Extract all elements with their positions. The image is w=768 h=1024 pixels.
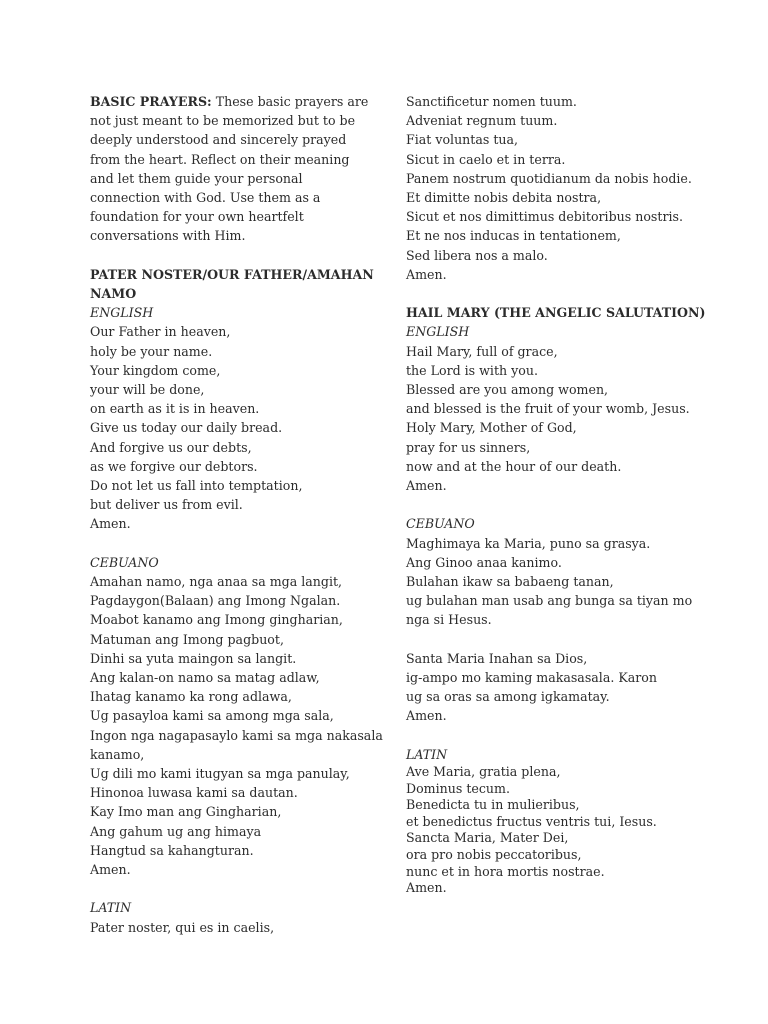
prayer-line: Fiat voluntas tua,: [406, 132, 519, 148]
prayer-line: Ang kalan-on namo sa matag adlaw,: [90, 670, 320, 686]
prayer-line: but deliver us from evil.: [90, 497, 243, 513]
prayer-line: Benedicta tu in mulieribus,: [406, 797, 580, 813]
prayer-line: Amahan namo, nga anaa sa mga langit,: [90, 574, 343, 590]
our-father-latin-label: LATIN: [90, 900, 132, 916]
prayer-line: Sancta Maria, Mater Dei,: [406, 830, 569, 846]
prayer-line: Ingon nga nagapasaylo kami sa mga nakasala: [90, 727, 383, 743]
hail-mary-cebuano-lines-b: [406, 649, 706, 726]
prayer-line: the Lord is with you.: [406, 362, 538, 378]
prayer-line: Hail Mary, full of grace,: [406, 343, 558, 359]
intro-paragraph: [90, 92, 375, 246]
prayer-line: Ug dili mo kami itugyan sa mga panulay,: [90, 766, 350, 782]
prayer-line: and blessed is the fruit of your womb, Jesus.: [406, 401, 690, 417]
prayer-line: Dominus tecum.: [406, 780, 510, 796]
prayer-line: Amen.: [406, 708, 447, 724]
prayer-line: Panem nostrum quotidianum da nobis hodie.: [406, 170, 692, 186]
prayer-line: now and at the hour of our death.: [406, 458, 622, 474]
prayer-line: Ihatag kanamo ka rong adlawa,: [90, 689, 292, 705]
prayer-line: ora pro nobis peccatoribus,: [406, 847, 582, 863]
prayer-line: Our Father in heaven,: [90, 324, 231, 340]
prayer-line: Dinhi sa yuta maingon sa langit.: [90, 650, 297, 666]
prayer-line: as we forgive our debtors.: [90, 458, 258, 474]
prayer-line: nunc et in hora mortis nostrae.: [406, 863, 605, 879]
prayer-line: Et dimitte nobis debita nostra,: [406, 190, 602, 206]
intro-label: BASIC PRAYERS:: [90, 94, 212, 109]
our-father-cebuano-lines: [90, 572, 383, 879]
our-father-english-label: ENGLISH: [90, 305, 154, 321]
prayer-line: Ave Maria, gratia plena,: [406, 764, 561, 780]
hail-mary-cebuano-lines-a: [406, 534, 706, 630]
left-column: [90, 92, 383, 937]
prayer-line: Ug pasayloa kami sa among mga sala,: [90, 708, 334, 724]
prayer-line: Amen.: [90, 862, 131, 878]
prayer-line: Maghimaya ka Maria, puno sa grasya.: [406, 535, 651, 551]
prayer-line: Adveniat regnum tuum.: [406, 113, 558, 129]
prayer-line: Amen.: [90, 516, 131, 532]
prayer-line: holy be your name.: [90, 343, 213, 359]
prayer-line: Sed libera nos a malo.: [406, 247, 548, 263]
prayer-line: Sicut in caelo et in terra.: [406, 151, 566, 167]
prayer-line: Matuman ang Imong pagbuot,: [90, 631, 284, 647]
our-father-cebuano-label: CEBUANO: [90, 554, 159, 570]
prayer-line: Pagdaygon(Balaan) ang Imong Ngalan.: [90, 593, 341, 609]
prayer-line: nga si Hesus.: [406, 612, 492, 628]
intro-text: These basic prayers are not just meant to be memorized but to be deeply understood and sincerely prayed from the heart. Reflect on their meaning and let them guide your personal connection with God. Use them as a foundation for your own heartfelt conversations with Him.: [90, 94, 369, 244]
prayer-line: Pater noster, qui es in caelis,: [90, 919, 275, 935]
prayer-line: Do not let us fall into temptation,: [90, 478, 303, 494]
our-father-title: PATER NOSTER/OUR FATHER/AMAHAN NAMO: [90, 266, 374, 302]
prayer-line: ug bulahan man usab ang bunga sa tiyan mo: [406, 593, 693, 609]
prayer-line: Ang Ginoo anaa kanimo.: [406, 554, 562, 570]
prayer-line: ig-ampo mo kaming makasasala. Karon: [406, 670, 657, 686]
prayer-line: kanamo,: [90, 746, 145, 762]
hail-mary-english-label: ENGLISH: [406, 324, 470, 340]
prayer-line: Bulahan ikaw sa babaeng tanan,: [406, 574, 614, 590]
prayer-line: Kay Imo man ang Gingharian,: [90, 804, 282, 820]
our-father-latin-lines: [406, 92, 706, 284]
prayer-line: Et ne nos inducas in tentationem,: [406, 228, 621, 244]
prayer-line: Ang gahum ug ang himaya: [90, 823, 262, 839]
hail-mary-title: HAIL MARY (THE ANGELIC SALUTATION): [406, 305, 706, 321]
prayer-line: Hangtud sa kahangturan.: [90, 842, 254, 858]
prayer-line: on earth as it is in heaven.: [90, 401, 260, 417]
prayer-line: Your kingdom come,: [90, 362, 221, 378]
hail-mary-english-lines: [406, 342, 706, 496]
prayer-line: ug sa oras sa among igkamatay.: [406, 689, 610, 705]
prayer-line: Blessed are you among women,: [406, 382, 609, 398]
prayer-line: And forgive us our debts,: [90, 439, 252, 455]
right-column: [406, 92, 706, 897]
prayer-line: Holy Mary, Mother of God,: [406, 420, 577, 436]
prayer-line: your will be done,: [90, 382, 205, 398]
prayer-line: pray for us sinners,: [406, 439, 531, 455]
prayer-line: Moabot kanamo ang Imong gingharian,: [90, 612, 343, 628]
prayer-line: Sanctificetur nomen tuum.: [406, 94, 577, 109]
prayer-line: Amen.: [406, 880, 447, 896]
prayer-line: Amen.: [406, 266, 447, 282]
prayer-line: et benedictus fructus ventris tui, Iesus.: [406, 813, 657, 829]
prayer-line: Santa Maria Inahan sa Dios,: [406, 650, 588, 666]
prayer-line: Amen.: [406, 478, 447, 494]
hail-mary-cebuano-label: CEBUANO: [406, 516, 475, 532]
our-father-english-lines: [90, 322, 375, 533]
hail-mary-latin-lines: [406, 764, 706, 897]
prayer-line: Give us today our daily bread.: [90, 420, 283, 436]
hail-mary-latin-label: LATIN: [406, 746, 448, 762]
prayer-line: Hinonoa luwasa kami sa dautan.: [90, 785, 298, 801]
prayer-line: Sicut et nos dimittimus debitoribus nostris.: [406, 209, 683, 225]
